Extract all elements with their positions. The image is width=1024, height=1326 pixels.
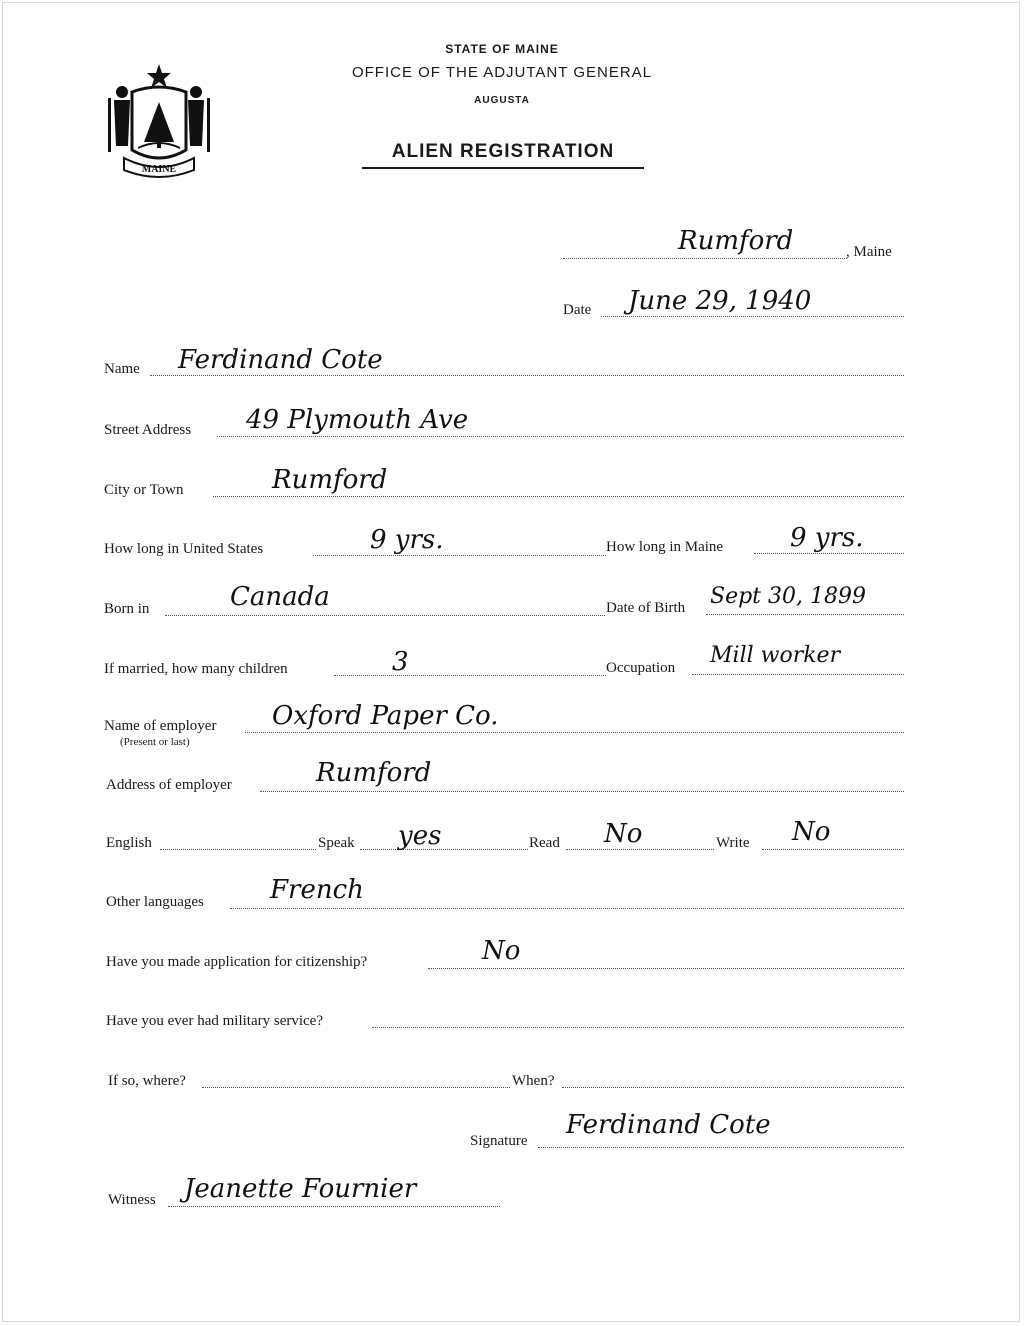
name-label: Name bbox=[104, 361, 140, 377]
employer-address-label: Address of employer bbox=[106, 777, 232, 793]
other-languages-label: Other languages bbox=[106, 894, 204, 910]
maine-long-label: How long in Maine bbox=[606, 539, 724, 555]
employer-label: Name of employer bbox=[104, 718, 217, 734]
employer-address-value[interactable]: Rumford bbox=[316, 758, 432, 788]
witness-label: Witness bbox=[108, 1192, 156, 1208]
born-value[interactable]: Canada bbox=[230, 582, 330, 612]
street-label: Street Address bbox=[104, 422, 192, 438]
name-value[interactable]: Ferdinand Cote bbox=[178, 345, 383, 375]
when-label: When? bbox=[512, 1073, 555, 1089]
write-value[interactable]: No bbox=[792, 817, 831, 847]
form-title: ALIEN REGISTRATION bbox=[362, 141, 644, 169]
children-label: If married, how many children bbox=[104, 661, 288, 677]
write-label: Write bbox=[716, 835, 750, 851]
maine-label: , Maine bbox=[846, 244, 892, 260]
where-label: If so, where? bbox=[108, 1073, 186, 1089]
svg-text:MAINE: MAINE bbox=[141, 164, 177, 175]
header-office: OFFICE OF THE ADJUTANT GENERAL bbox=[351, 64, 653, 81]
us-long-value[interactable]: 9 yrs. bbox=[370, 525, 444, 555]
dob-value[interactable]: Sept 30, 1899 bbox=[710, 584, 866, 609]
maine-long-value[interactable]: 9 yrs. bbox=[790, 523, 864, 553]
other-languages-value[interactable]: French bbox=[270, 875, 364, 905]
occupation-value[interactable]: Mill worker bbox=[710, 643, 841, 668]
english-label: English bbox=[106, 835, 152, 851]
town-value[interactable]: Rumford bbox=[678, 226, 794, 256]
employer-sublabel: (Present or last) bbox=[120, 736, 190, 748]
read-label: Read bbox=[529, 835, 560, 851]
us-long-label: How long in United States bbox=[104, 541, 264, 557]
header-city: AUGUSTA bbox=[474, 95, 530, 106]
street-value[interactable]: 49 Plymouth Ave bbox=[246, 405, 469, 435]
city-label: City or Town bbox=[104, 482, 184, 498]
occupation-label: Occupation bbox=[606, 660, 676, 676]
speak-value[interactable]: yes bbox=[398, 821, 442, 851]
employer-value[interactable]: Oxford Paper Co. bbox=[272, 701, 499, 731]
signature-value[interactable]: Ferdinand Cote bbox=[566, 1110, 771, 1140]
citizenship-label: Have you made application for citizenship? bbox=[106, 954, 368, 970]
city-value[interactable]: Rumford bbox=[272, 465, 388, 495]
dob-label: Date of Birth bbox=[606, 600, 686, 616]
citizenship-value[interactable]: No bbox=[482, 936, 521, 966]
header-state: STATE OF MAINE bbox=[445, 42, 559, 56]
witness-value[interactable]: Jeanette Fournier bbox=[184, 1174, 417, 1204]
born-label: Born in bbox=[104, 601, 150, 617]
military-label: Have you ever had military service? bbox=[106, 1013, 323, 1029]
children-value[interactable]: 3 bbox=[392, 647, 409, 677]
speak-label: Speak bbox=[318, 835, 355, 851]
date-label: Date bbox=[563, 302, 592, 318]
read-value[interactable]: No bbox=[604, 819, 643, 849]
signature-label: Signature bbox=[470, 1133, 528, 1149]
date-value[interactable]: June 29, 1940 bbox=[628, 286, 812, 316]
